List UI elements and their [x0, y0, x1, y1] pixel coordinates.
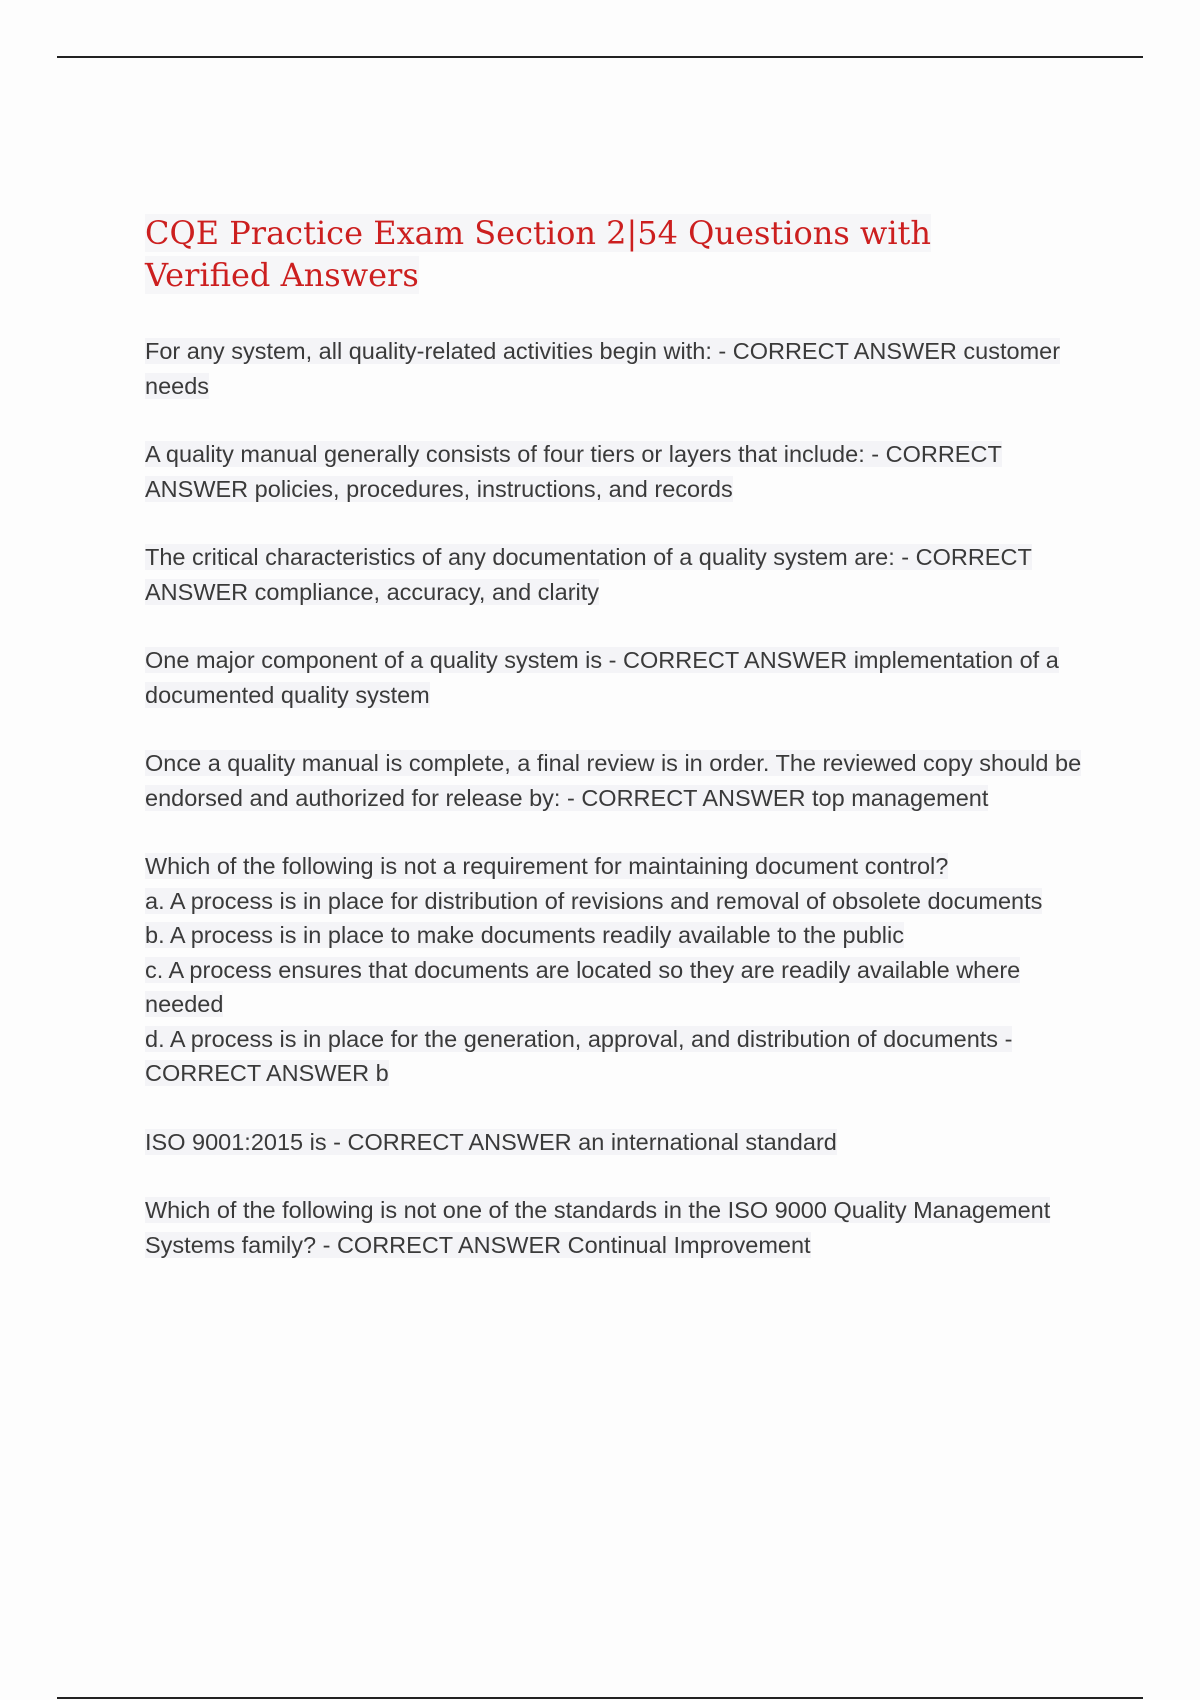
qa-option-text: c. A process ensures that documents are located so they are readily available where needed [145, 956, 1021, 1017]
qa-text: A quality manual generally consists of four tiers or layers that include: - CORRECT ANSWER policies, procedures, instructions, and records [145, 441, 1002, 502]
qa-text: The critical characteristics of any documentation of a quality system are: - CORRECT ANSWER compliance, accuracy, and clarity [145, 544, 1032, 605]
qa-item-5 [145, 746, 1090, 815]
qa-item-6 [145, 849, 1090, 1091]
qa-option-text: d. A process is in place for the generation, approval, and distribution of documents - CORRECT ANSWER b [145, 1025, 1013, 1086]
qa-option-c [145, 953, 1090, 1022]
qa-text: Once a quality manual is complete, a final review is in order. The reviewed copy should be endorsed and authorized for release by: - CORRECT ANSWER top management [145, 750, 1082, 811]
qa-text: Which of the following is not one of the standards in the ISO 9000 Quality Management Systems family? - CORRECT ANSWER Continual Improvement [145, 1197, 1051, 1258]
qa-item-2 [145, 437, 1090, 506]
qa-item-4 [145, 643, 1090, 712]
document-title: CQE Practice Exam Section 2|54 Questions with Verified Answers [145, 214, 932, 294]
header-rule [57, 56, 1143, 58]
qa-item-7 [145, 1125, 1090, 1160]
qa-question-line [145, 849, 1090, 884]
qa-text: ISO 9001:2015 is - CORRECT ANSWER an international standard [145, 1128, 837, 1155]
qa-option-d [145, 1022, 1090, 1091]
qa-option-text: b. A process is in place to make documents readily available to the public [145, 922, 904, 948]
qa-text: For any system, all quality-related activities begin with: - CORRECT ANSWER customer needs [145, 338, 1061, 399]
qa-item-3 [145, 540, 1090, 609]
qa-option-text: a. A process is in place for distribution of revisions and removal of obsolete documents [145, 887, 1043, 914]
footer-rule [57, 1697, 1143, 1699]
qa-option-b [145, 918, 1090, 953]
document-title-block [145, 212, 1045, 296]
qa-question-text: Which of the following is not a requirement for maintaining document control? [145, 853, 949, 879]
document-body [145, 212, 1090, 1296]
qa-text: One major component of a quality system is - CORRECT ANSWER implementation of a documented quality system [145, 647, 1059, 708]
qa-item-1 [145, 334, 1090, 403]
qa-option-a [145, 884, 1090, 919]
qa-item-8 [145, 1193, 1090, 1262]
